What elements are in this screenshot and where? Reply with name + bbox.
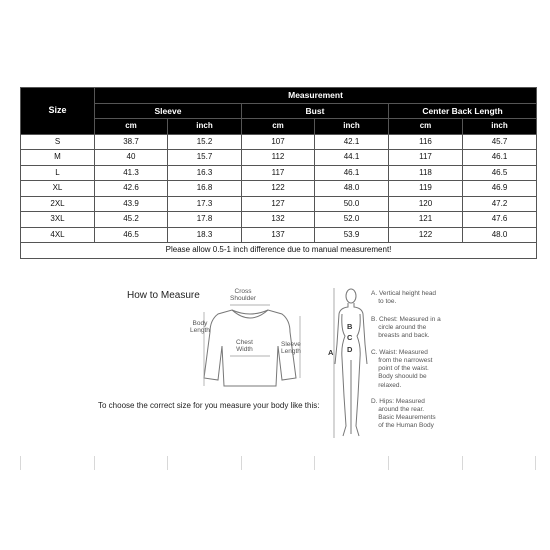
value-cell: 42.6: [95, 181, 168, 197]
value-cell: 137: [242, 227, 315, 243]
sleeve-header: Sleeve: [95, 103, 242, 119]
unit-header: cm: [95, 119, 168, 135]
value-cell: 117: [242, 165, 315, 181]
body-figure: [328, 286, 374, 446]
size-header: Size: [21, 88, 95, 135]
value-cell: 47.6: [463, 212, 537, 228]
bust-header: Bust: [242, 103, 389, 119]
value-cell: 42.1: [315, 134, 389, 150]
size-chart-table: [20, 87, 537, 259]
size-cell: XL: [21, 181, 95, 197]
value-cell: 127: [242, 196, 315, 212]
unit-header: inch: [463, 119, 537, 135]
size-cell: L: [21, 165, 95, 181]
body-letter-c: C: [347, 333, 353, 342]
value-cell: 16.3: [168, 165, 242, 181]
table-row: [21, 196, 537, 212]
size-cell: S: [21, 134, 95, 150]
body-letter-a: A: [328, 348, 334, 357]
value-cell: 45.2: [95, 212, 168, 228]
value-cell: 53.9: [315, 227, 389, 243]
size-cell: M: [21, 150, 95, 166]
choose-size-instruction: To choose the correct size for you measure your body like this:: [98, 401, 320, 410]
how-to-measure-title: How to Measure: [127, 290, 200, 301]
value-cell: 16.8: [168, 181, 242, 197]
unit-header: cm: [242, 119, 315, 135]
legend-item-c: C. Waist: Measured from the narrowest point of the waist. Body shoould be relaxed.: [371, 349, 433, 389]
sleeve-length-label: Sleeve Length: [281, 341, 301, 356]
divider: [388, 456, 389, 470]
value-cell: 41.3: [95, 165, 168, 181]
value-cell: 122: [242, 181, 315, 197]
value-cell: 121: [389, 212, 463, 228]
value-cell: 119: [389, 181, 463, 197]
value-cell: 107: [242, 134, 315, 150]
divider: [94, 456, 95, 470]
measurement-header: Measurement: [95, 88, 537, 104]
unit-header: cm: [389, 119, 463, 135]
value-cell: 44.1: [315, 150, 389, 166]
value-cell: 122: [389, 227, 463, 243]
cross-shoulder-label: Cross Shoulder: [230, 288, 257, 303]
value-cell: 120: [389, 196, 463, 212]
value-cell: 18.3: [168, 227, 242, 243]
value-cell: 38.7: [95, 134, 168, 150]
value-cell: 43.9: [95, 196, 168, 212]
body-letter-b: B: [347, 322, 353, 331]
divider: [241, 456, 242, 470]
divider: [314, 456, 315, 470]
value-cell: 48.0: [463, 227, 537, 243]
value-cell: 46.5: [463, 165, 537, 181]
legend-item-d: D. Hips: Measured around the rear. Basic Meaurements of the Human Body: [371, 398, 436, 430]
unit-header: inch: [315, 119, 389, 135]
body-length-label: Body Length: [190, 320, 210, 335]
value-cell: 46.9: [463, 181, 537, 197]
size-cell: 2XL: [21, 196, 95, 212]
table-row: [21, 212, 537, 228]
legend-item-a: A. Vertical height head to toe.: [371, 290, 437, 306]
table-row: [21, 150, 537, 166]
size-cell: 4XL: [21, 227, 95, 243]
divider: [20, 456, 21, 470]
value-cell: 116: [389, 134, 463, 150]
divider: [462, 456, 463, 470]
legend-item-b: B. Chest: Measured in a circle around the breasts and back.: [371, 316, 441, 340]
table-body: [21, 134, 537, 243]
chest-width-label: Chest Width: [236, 339, 253, 354]
table-row: [21, 165, 537, 181]
value-cell: 46.1: [315, 165, 389, 181]
unit-header: inch: [168, 119, 242, 135]
table-row: [21, 227, 537, 243]
value-cell: 46.5: [95, 227, 168, 243]
divider: [167, 456, 168, 470]
value-cell: 15.2: [168, 134, 242, 150]
value-cell: 15.7: [168, 150, 242, 166]
measurement-note: Please allow 0.5-1 inch difference due to manual measurement!: [21, 243, 537, 259]
table-row: [21, 181, 537, 197]
center-back-length-header: Center Back Length: [389, 103, 537, 119]
value-cell: 48.0: [315, 181, 389, 197]
value-cell: 118: [389, 165, 463, 181]
value-cell: 112: [242, 150, 315, 166]
value-cell: 17.3: [168, 196, 242, 212]
divider: [535, 456, 536, 470]
value-cell: 117: [389, 150, 463, 166]
size-cell: 3XL: [21, 212, 95, 228]
value-cell: 52.0: [315, 212, 389, 228]
value-cell: 17.8: [168, 212, 242, 228]
table-row: [21, 134, 537, 150]
value-cell: 47.2: [463, 196, 537, 212]
body-letter-d: D: [347, 345, 353, 354]
value-cell: 40: [95, 150, 168, 166]
value-cell: 132: [242, 212, 315, 228]
value-cell: 45.7: [463, 134, 537, 150]
value-cell: 46.1: [463, 150, 537, 166]
value-cell: 50.0: [315, 196, 389, 212]
